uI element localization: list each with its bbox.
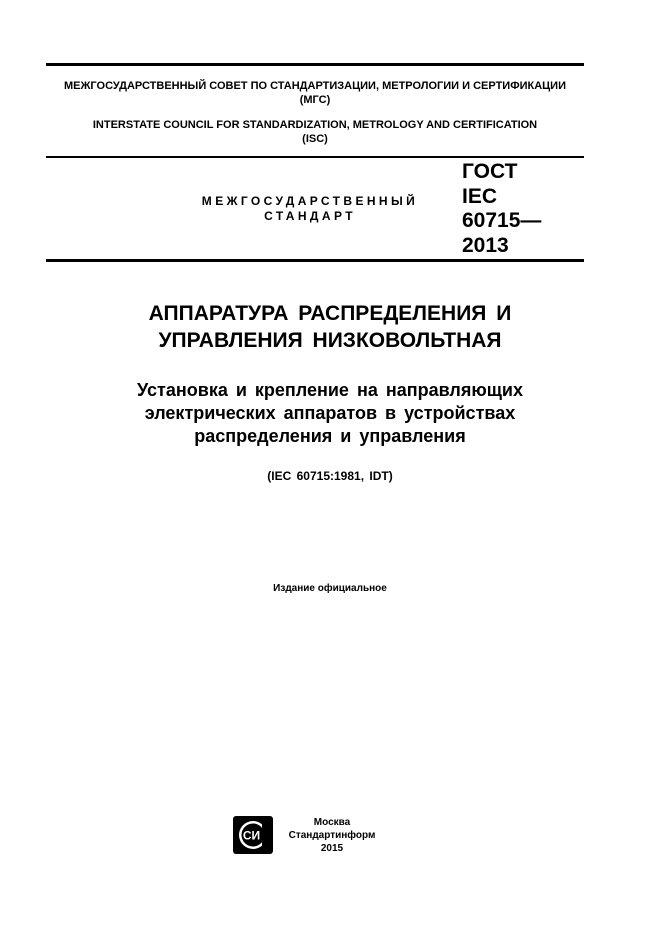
document-subtitle-line1: Установка и крепление на направляющих — [136, 380, 523, 400]
publisher-name: Стандартинформ — [288, 830, 376, 841]
council-name-ru-line1: МЕЖГОСУДАРСТВЕННЫЙ СОВЕТ ПО СТАНДАРТИЗАЦИИ, МЕТРОЛОГИИ И СЕРТИФИКАЦИИ — [63, 80, 566, 92]
standard-code — [462, 160, 582, 258]
standard-kind — [180, 194, 440, 224]
standard-code-line2: IEC — [462, 184, 498, 208]
council-name-ru — [46, 79, 584, 107]
publisher-block — [280, 816, 384, 855]
council-abbr-en: (ISC) — [302, 133, 328, 145]
top-rule — [46, 63, 584, 66]
standard-kind-line2: СТАНДАРТ — [264, 209, 356, 223]
document-subtitle — [40, 379, 620, 448]
iec-reference: (IEC 60715:1981, IDT) — [267, 469, 393, 483]
document-title-line2: УПРАВЛЕНИЯ НИЗКОВОЛЬТНАЯ — [158, 329, 502, 352]
standard-code-line4: 2013 — [462, 233, 509, 257]
standard-code-line1: ГОСТ — [462, 160, 518, 183]
document-subtitle-line3: распределения и управления — [194, 426, 466, 446]
document-title-line1: АППАРАТУРА РАСПРЕДЕЛЕНИЯ И — [148, 302, 512, 325]
document-subtitle-line2: электрических аппаратов в устройствах — [144, 403, 516, 423]
standartinform-logo-icon — [232, 815, 274, 855]
publication-year: 2015 — [320, 843, 344, 854]
council-name-en — [46, 118, 584, 146]
council-abbr-ru: (МГС) — [299, 94, 331, 106]
council-name-en-line1: INTERSTATE COUNCIL FOR STANDARDIZATION, METROLOGY AND CERTIFICATION — [92, 119, 538, 131]
logo-text: СИ — [242, 828, 261, 843]
publisher-city: Москва — [313, 817, 351, 828]
standard-code-line3: 60715— — [462, 209, 542, 232]
middle-rule — [46, 156, 584, 158]
edition-note: Издание официальное — [273, 583, 387, 594]
bottom-rule — [46, 259, 584, 262]
document-title — [40, 300, 620, 354]
standard-kind-line1: МЕЖГОСУДАРСТВЕННЫЙ — [201, 194, 419, 208]
